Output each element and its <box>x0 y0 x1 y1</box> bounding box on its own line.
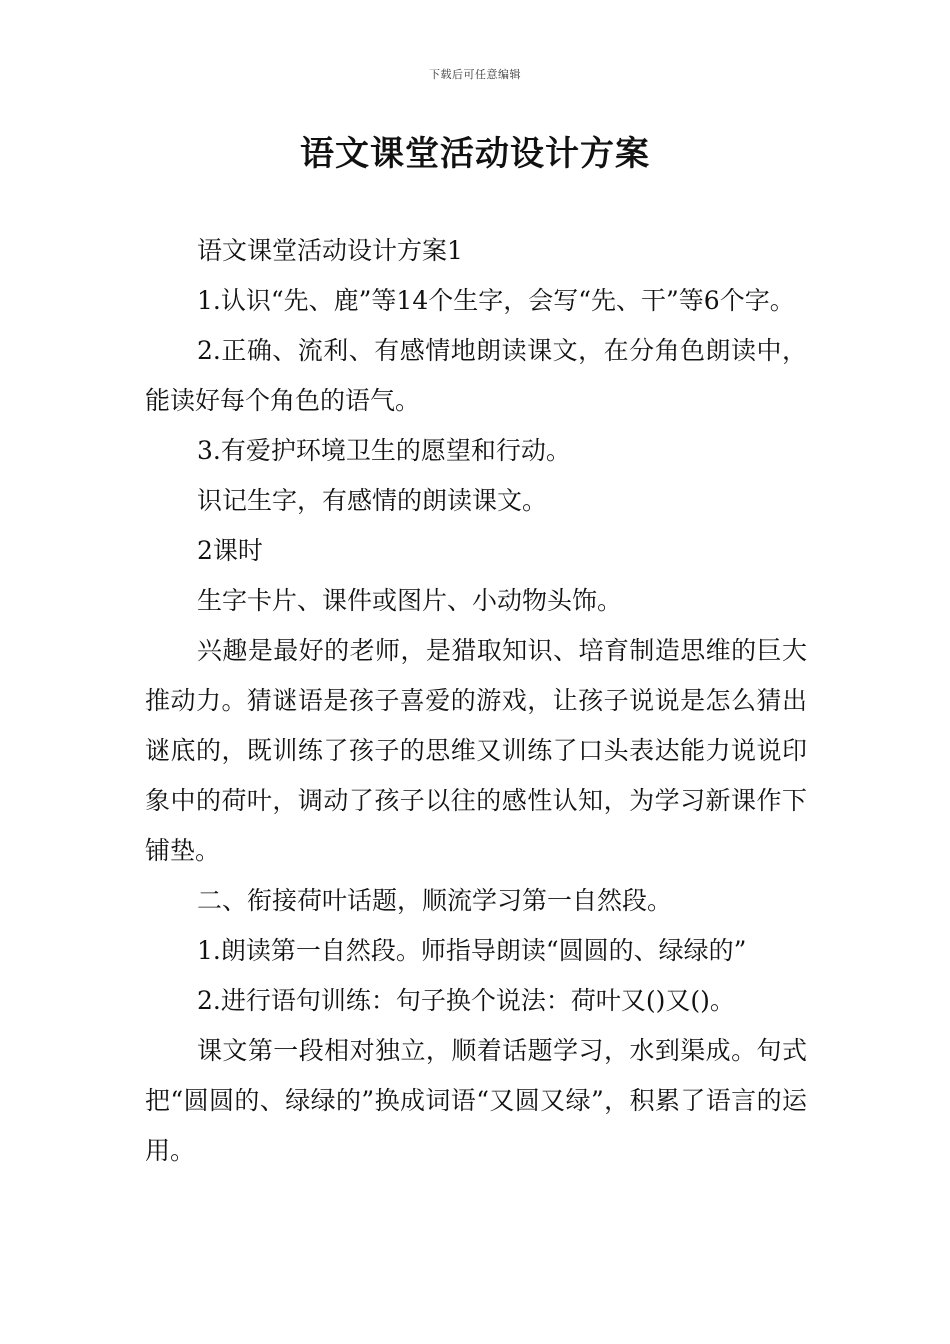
paragraph: 1.朗读第一自然段。师指导朗读“圆圆的、绿绿的” <box>197 936 747 965</box>
paragraph: 2.正确、流利、有感情地朗读课文，在分角色朗读中，能读好每个角色的语气。 <box>145 336 807 415</box>
paragraph: 1.认识“先、鹿”等14个生字，会写“先、干”等6个字。 <box>197 286 795 315</box>
paragraph: 生字卡片、课件或图片、小动物头饰。 <box>197 586 623 615</box>
header-note: 下载后可任意编辑 <box>429 68 521 81</box>
document-body <box>145 226 807 1176</box>
paragraph: 二、衔接荷叶话题，顺流学习第一自然段。 <box>197 886 673 915</box>
paragraph: 2.进行语句训练：句子换个说法：荷叶又()又()。 <box>197 986 735 1015</box>
paragraph: 语文课堂活动设计方案1 <box>197 236 463 265</box>
paragraph: 兴趣是最好的老师，是猎取知识、培育制造思维的巨大推动力。猜谜语是孩子喜爱的游戏，让孩子说说是怎么猜出谜底的，既训练了孩子的思维又训练了口头表达能力说说印象中的荷叶，调动了孩子以往的感性认知，为学习新课作下铺垫。 <box>145 636 807 865</box>
document-title: 语文课堂活动设计方案 <box>300 134 650 174</box>
paragraph: 3.有爱护环境卫生的愿望和行动。 <box>197 436 571 465</box>
paragraph: 2课时 <box>197 536 263 565</box>
paragraph: 识记生字，有感情的朗读课文。 <box>197 486 548 515</box>
paragraph: 课文第一段相对独立，顺着话题学习，水到渠成。句式把“圆圆的、绿绿的”换成词语“又圆又绿”，积累了语言的运用。 <box>145 1036 807 1165</box>
